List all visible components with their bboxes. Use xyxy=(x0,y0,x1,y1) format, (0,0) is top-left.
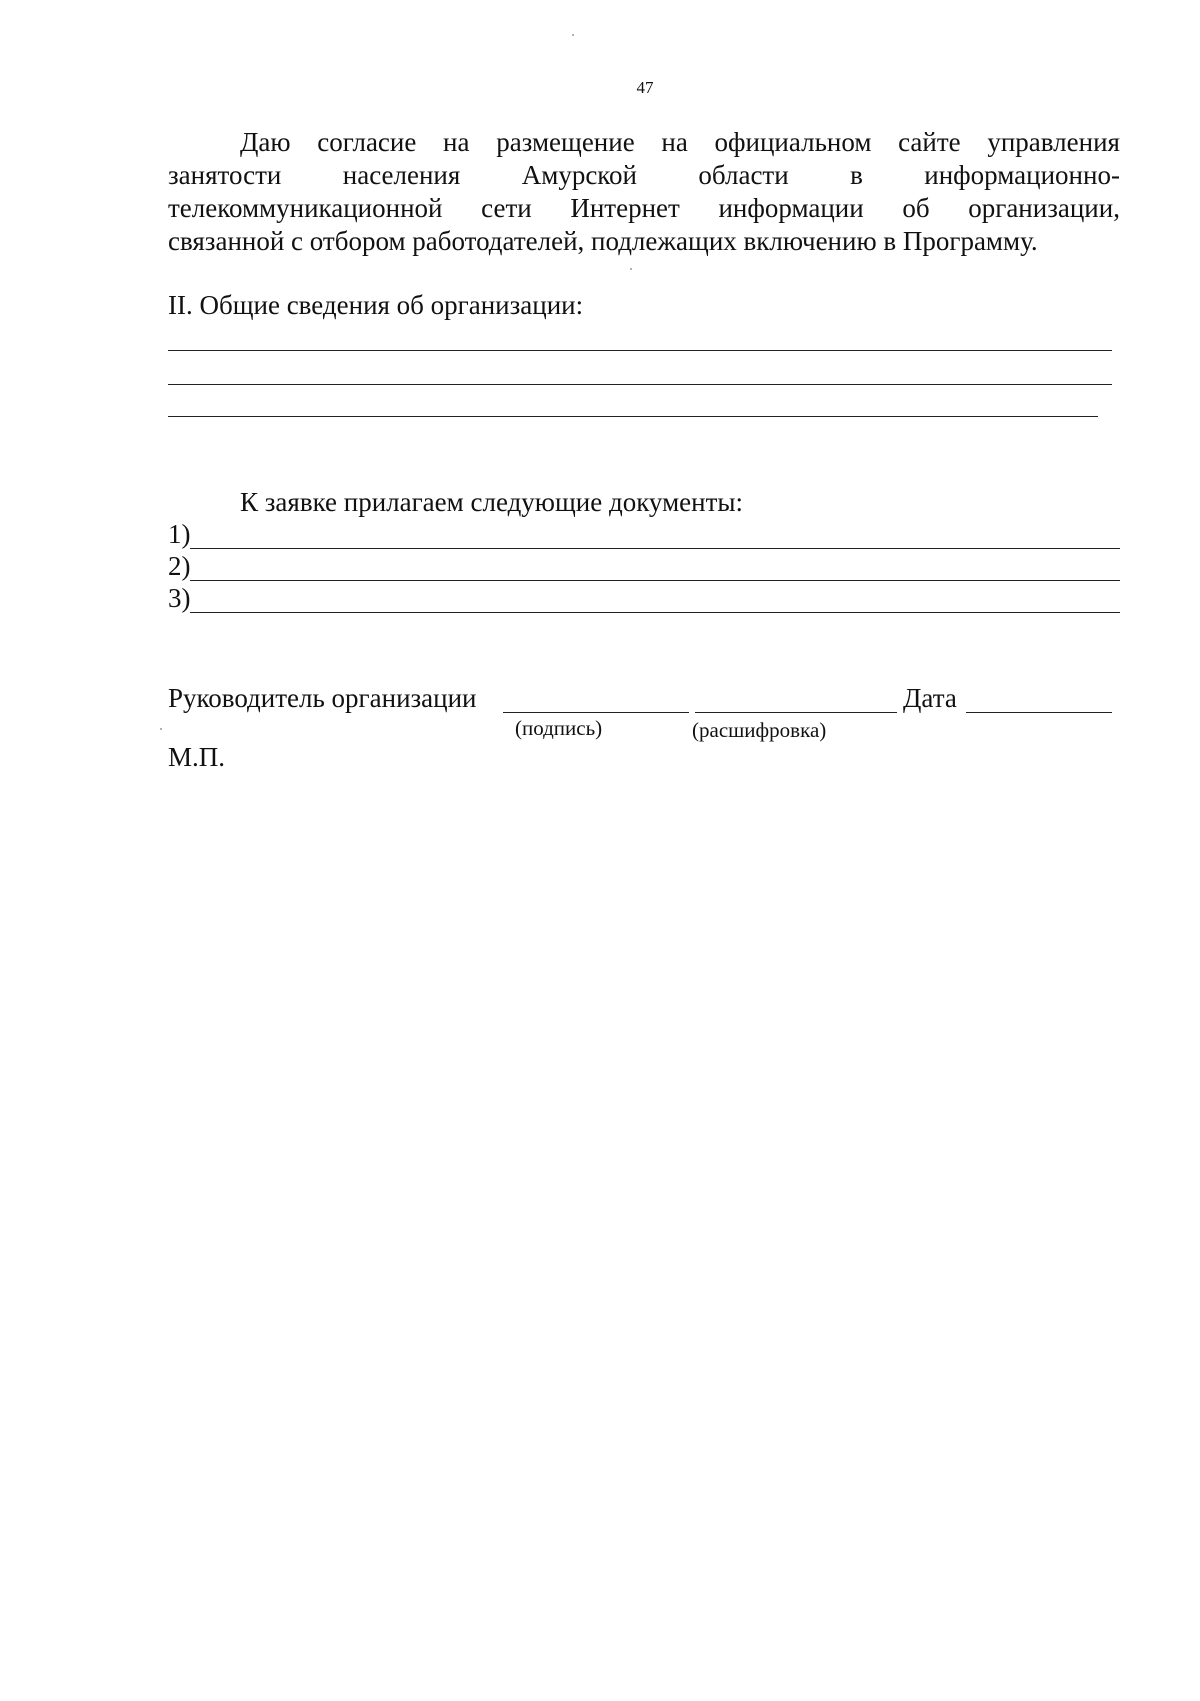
date-label: Дата xyxy=(903,683,957,713)
consent-line-1 xyxy=(240,126,1120,158)
attachment-line-1[interactable] xyxy=(190,548,1120,549)
scan-speck xyxy=(160,728,162,730)
section-2-heading: II. Общие сведения об организации: xyxy=(168,290,584,320)
word: Интернет xyxy=(570,193,680,223)
word: официальном xyxy=(714,127,872,157)
word: управления xyxy=(987,127,1120,157)
stamp-placeholder: М.П. xyxy=(168,742,226,772)
consent-line-3 xyxy=(168,192,1120,224)
word: об xyxy=(902,193,930,223)
attachment-number-1: 1) xyxy=(168,519,191,549)
consent-line-2 xyxy=(168,159,1120,191)
attachment-number-2: 2) xyxy=(168,551,191,581)
date-line[interactable] xyxy=(966,712,1112,713)
scan-speck xyxy=(572,34,574,36)
word: на xyxy=(443,127,470,157)
general-info-line-1[interactable] xyxy=(168,350,1112,351)
word: сайте xyxy=(898,127,961,157)
word: Амурской xyxy=(521,160,637,190)
page-number: 47 xyxy=(636,78,654,97)
head-of-organization-label: Руководитель организации xyxy=(168,683,477,713)
word: занятости xyxy=(168,160,282,190)
word: размещение xyxy=(496,127,635,157)
decoding-caption: (расшифровка) xyxy=(692,718,827,742)
word: информационно- xyxy=(924,160,1120,190)
word: в xyxy=(850,160,863,190)
word: на xyxy=(661,127,688,157)
attachment-line-3[interactable] xyxy=(190,612,1120,613)
general-info-line-3[interactable] xyxy=(168,416,1098,417)
scan-speck xyxy=(630,268,632,270)
word: телекоммуникационной xyxy=(168,193,443,223)
consent-line-4: связанной с отбором работодателей, подлежащих включению в Программу. xyxy=(168,226,1038,256)
word: населения xyxy=(342,160,461,190)
word: информации xyxy=(718,193,864,223)
word: согласие xyxy=(317,127,417,157)
signature-caption: (подпись) xyxy=(515,716,603,740)
general-info-line-2[interactable] xyxy=(168,384,1112,385)
word: Даю xyxy=(240,127,291,157)
attachment-line-2[interactable] xyxy=(190,580,1120,581)
word: области xyxy=(698,160,789,190)
signature-line[interactable] xyxy=(503,712,689,713)
attachment-number-3: 3) xyxy=(168,583,191,613)
decoding-line[interactable] xyxy=(695,712,897,713)
word: сети xyxy=(481,193,532,223)
attachments-intro: К заявке прилагаем следующие документы: xyxy=(240,487,744,517)
word: организации, xyxy=(968,193,1120,223)
